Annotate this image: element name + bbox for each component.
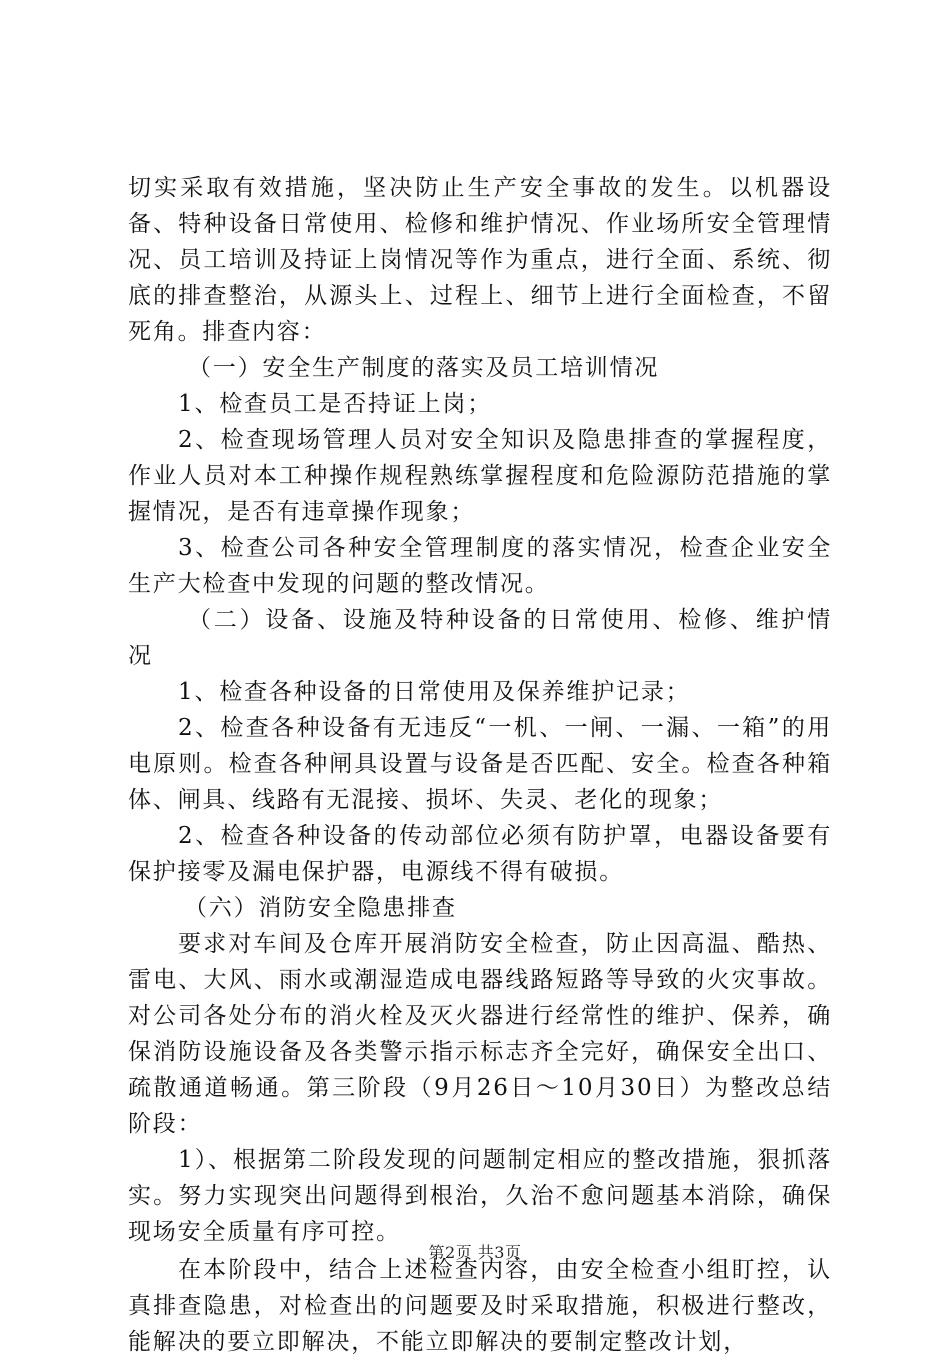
list-item: 1、检查各种设备的日常使用及保养维护记录； (178, 679, 691, 705)
document-body (128, 170, 832, 1360)
list-item: 2、检查各种设备有无违反“一机、一闸、一漏、一箱”的用电原则。检查各种闸具设置与设备是否匹配、安全。检查各种箱体、闸具、线路有无混接、损坏、失灵、老化的现象； (128, 715, 832, 813)
paragraph-intro: 切实采取有效措施，坚决防止生产安全事故的发生。以机器设备、特种设备日常使用、检修和维护情况、作业场所安全管理情况、员工培训及持证上岗情况等作为重点，进行全面、系统、彻底的排查整治，从源头上、过程上、细节上进行全面检查，不留死角。排查内容： (128, 175, 832, 345)
list-item: 1）、根据第二阶段发现的问题制定相应的整改措施，狠抓落实。努力实现突出问题得到根治，久治不愈问题基本消除，确保现场安全质量有序可控。 (128, 1147, 832, 1245)
list-item: 3、检查公司各种安全管理制度的落实情况，检查企业安全生产大检查中发现的问题的整改情况。 (128, 535, 832, 597)
section-heading-6: （六）消防安全隐患排查 (184, 895, 457, 921)
section-heading-1: （一）安全生产制度的落实及员工培训情况 (188, 355, 660, 381)
list-item: 2、检查各种设备的传动部位必须有防护罩，电器设备要有保护接零及漏电保护器，电源线不得有破损。 (128, 823, 832, 885)
page-number-footer: 第2页 共3页 (428, 1243, 522, 1262)
paragraph-fire-safety: 要求对车间及仓库开展消防安全检查，防止因高温、酷热、雷电、大风、雨水或潮湿造成电器线路短路等导致的火灾事故。对公司各处分布的消火栓及灭火器进行经常性的维护、保养，确保消防设施设备及各类警示指示标志齐全完好，确保安全出口、疏散通道畅通。第三阶段（9月26日～10月30日）为整改总结阶段： (128, 931, 832, 1137)
list-item: 1、检查员工是否持证上岗； (178, 391, 493, 417)
list-item: 2、检查现场管理人员对安全知识及隐患排查的掌握程度，作业人员对本工种操作规程熟练掌握程度和危险源防范措施的掌握情况，是否有违章操作现象； (128, 427, 832, 525)
paragraph-conclusion: 在本阶段中，结合上述检查内容，由安全检查小组盯控，认真排查隐患，对检查出的问题要及时采取措施，积极进行整改，能解决的要立即解决，不能立即解决的要制定整改计划， (128, 1257, 832, 1355)
section-heading-2: （二）设备、设施及特种设备的日常使用、检修、维护情况 (128, 607, 832, 669)
